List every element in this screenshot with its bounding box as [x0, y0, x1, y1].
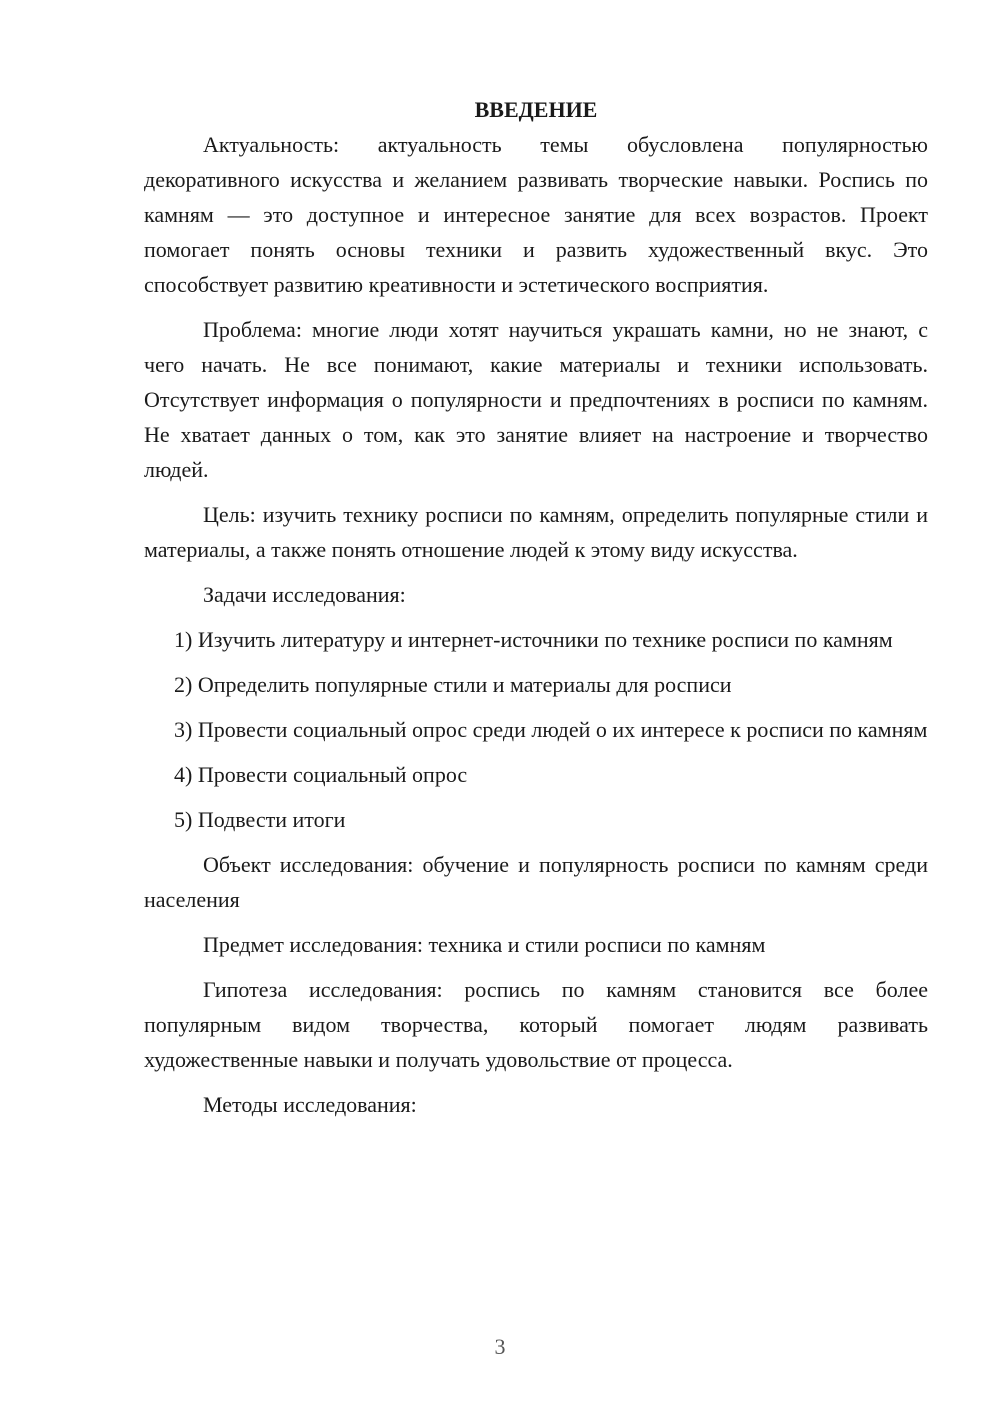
relevance-paragraph: Актуальность: актуальность темы обусловлена популярностью декоративного искусства и желанием развивать творческие навыки. Роспись по камням — это доступное и интересное занятие для всех возрастов. Проект помогает понять основы техники и развить художественный вкус. Это способствует развитию креативности и эстетического восприятия.: [144, 132, 928, 297]
section-title: ВВЕДЕНИЕ: [474, 97, 598, 122]
tasks-heading: Задачи исследования:: [203, 582, 406, 607]
task-item-1: 1) Изучить литературу и интернет-источники по технике росписи по камням: [174, 627, 893, 652]
goal-paragraph: Цель: изучить технику росписи по камням, определить популярные стили и материалы, а также понять отношение людей к этому виду искусства.: [144, 502, 928, 562]
task-item-2: 2) Определить популярные стили и материалы для росписи: [174, 672, 732, 697]
page-number: 3: [494, 1334, 506, 1359]
hypothesis-paragraph: Гипотеза исследования: роспись по камням становится все более популярным видом творчества, который помогает людям развивать художественные навыки и получать удовольствие от процесса.: [144, 977, 928, 1072]
task-item-4: 4) Провести социальный опрос: [174, 762, 468, 787]
problem-paragraph: Проблема: многие люди хотят научиться украшать камни, но не знают, с чего начать. Не все понимают, какие материалы и техники использовать. Отсутствует информация о популярности и предпочтениях в росписи по камням. Не хватает данных о том, как это занятие влияет на настроение и творчество людей.: [144, 317, 928, 482]
document-page: [144, 94, 928, 1122]
object-paragraph: Объект исследования: обучение и популярность росписи по камням среди населения: [144, 852, 928, 912]
task-item-5: 5) Подвести итоги: [174, 807, 346, 832]
task-item-3: 3) Провести социальный опрос среди людей о их интересе к росписи по камням: [174, 717, 928, 742]
subject-paragraph: Предмет исследования: техника и стили росписи по камням: [203, 932, 766, 957]
methods-heading: Методы исследования:: [203, 1092, 417, 1117]
